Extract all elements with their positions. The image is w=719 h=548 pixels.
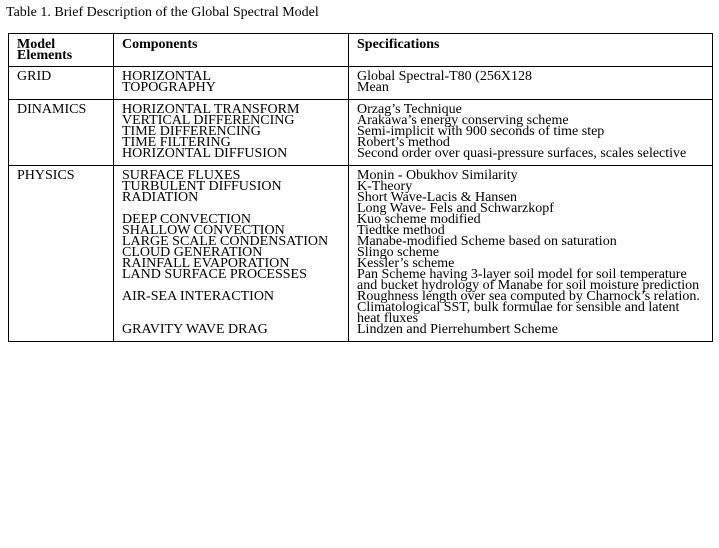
table-row xyxy=(9,148,713,166)
component-cell: RADIATION xyxy=(114,192,349,203)
table-row xyxy=(9,291,713,324)
model-element-cell xyxy=(9,126,114,137)
model-element-cell xyxy=(9,214,114,225)
model-element-cell xyxy=(9,324,114,342)
specification-cell: Slingo scheme xyxy=(349,247,713,258)
table-caption: Table 1. Brief Description of the Global Spectral Model xyxy=(6,5,319,20)
component-cell: SHALLOW CONVECTION xyxy=(114,225,349,236)
specification-cell: Mean xyxy=(349,82,713,100)
component-cell: LAND SURFACE PROCESSES xyxy=(114,269,349,291)
table-row xyxy=(9,324,713,342)
specification-cell: Roughness length over sea computed by Charnock’s relation. Climatological SST, bulk formulae for sensible and latent heat fluxes xyxy=(349,291,713,324)
model-element-cell xyxy=(9,82,114,100)
component-cell: CLOUD GENERATION xyxy=(114,247,349,258)
model-element-cell xyxy=(9,247,114,258)
specification-cell: Lindzen and Pierrehumbert Scheme xyxy=(349,324,713,342)
component-cell: DEEP CONVECTION xyxy=(114,214,349,225)
specification-cell: Robert’s method xyxy=(349,137,713,148)
specification-cell: Long Wave- Fels and Schwarzkopf xyxy=(349,203,713,214)
model-element-cell xyxy=(9,192,114,203)
model-element-cell xyxy=(9,269,114,291)
specification-cell: Pan Scheme having 3-layer soil model for soil temperature and bucket hydrology of Manabe for soil moisture prediction xyxy=(349,269,713,291)
table-body xyxy=(9,67,713,342)
component-cell: RAINFALL EVAPORATION xyxy=(114,258,349,269)
table-header-row xyxy=(9,34,713,67)
header-components: Components xyxy=(114,34,349,67)
specification-cell: K-Theory xyxy=(349,181,713,192)
model-element-cell: GRID xyxy=(9,67,114,83)
model-element-cell xyxy=(9,236,114,247)
component-cell: AIR-SEA INTERACTION xyxy=(114,291,349,324)
model-element-cell xyxy=(9,291,114,324)
specification-cell: Kessler’s scheme xyxy=(349,258,713,269)
model-element-cell: PHYSICS xyxy=(9,166,114,182)
specification-cell: Manabe-modified Scheme based on saturation xyxy=(349,236,713,247)
table-row xyxy=(9,82,713,100)
component-cell: VERTICAL DIFFERENCING xyxy=(114,115,349,126)
specification-cell: Monin - Obukhov Similarity xyxy=(349,166,713,182)
specification-cell: Short Wave-Lacis & Hansen xyxy=(349,192,713,203)
table-row xyxy=(9,269,713,291)
model-element-cell xyxy=(9,148,114,166)
specification-cell: Orzag’s Technique xyxy=(349,100,713,116)
specification-cell: Tiedtke method xyxy=(349,225,713,236)
component-cell: TOPOGRAPHY xyxy=(114,82,349,100)
specification-cell: Second order over quasi-pressure surfaces, scales selective xyxy=(349,148,713,166)
specification-cell: Semi-implicit with 900 seconds of time step xyxy=(349,126,713,137)
component-cell: TIME FILTERING xyxy=(114,137,349,148)
component-cell: TURBULENT DIFFUSION xyxy=(114,181,349,192)
model-element-cell xyxy=(9,203,114,214)
model-element-cell: DINAMICS xyxy=(9,100,114,116)
model-description-table xyxy=(8,33,713,342)
component-cell: HORIZONTAL TRANSFORM xyxy=(114,100,349,116)
component-cell: SURFACE FLUXES xyxy=(114,166,349,182)
specification-cell: Global Spectral-T80 (256X128 xyxy=(349,67,713,83)
component-cell: GRAVITY WAVE DRAG xyxy=(114,324,349,342)
header-model-elements: Model Elements xyxy=(9,34,114,67)
specification-cell: Arakawa’s energy conserving scheme xyxy=(349,115,713,126)
component-cell: HORIZONTAL xyxy=(114,67,349,83)
header-specifications: Specifications xyxy=(349,34,713,67)
specification-cell: Kuo scheme modified xyxy=(349,214,713,225)
model-element-cell xyxy=(9,225,114,236)
model-element-cell xyxy=(9,137,114,148)
component-cell: TIME DIFFERENCING xyxy=(114,126,349,137)
component-cell: HORIZONTAL DIFFUSION xyxy=(114,148,349,166)
component-cell: LARGE SCALE CONDENSATION xyxy=(114,236,349,247)
model-element-cell xyxy=(9,258,114,269)
